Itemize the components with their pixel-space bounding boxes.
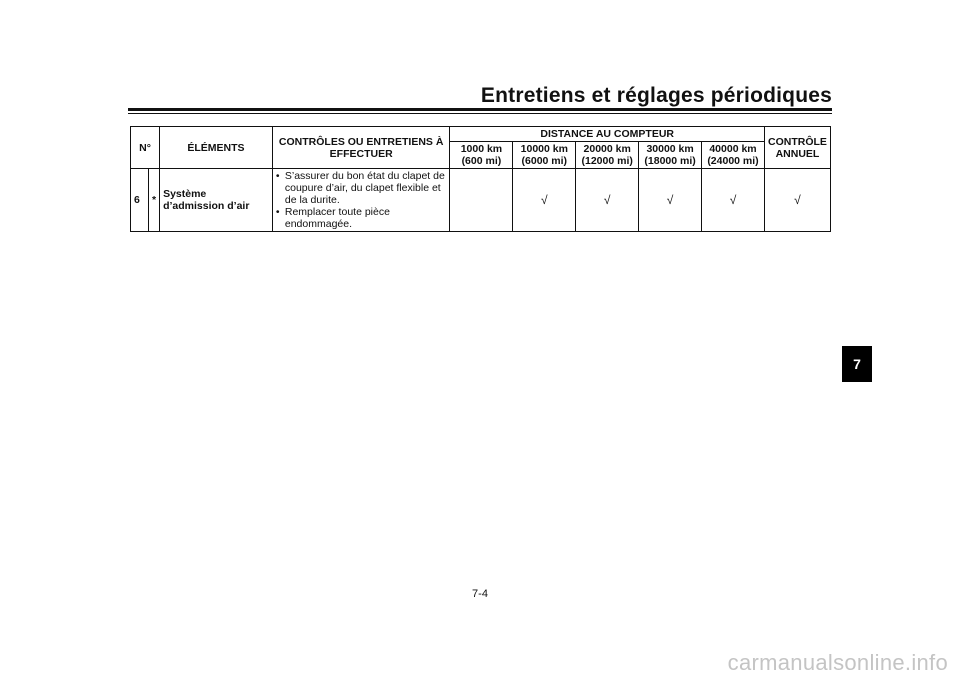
row-actions — [272, 169, 450, 232]
distance-mi: (12000 mi) — [581, 155, 633, 167]
distance-km: 20000 km — [583, 143, 631, 155]
title-rule-thin — [128, 113, 832, 114]
title-rule-thick — [128, 108, 832, 111]
distance-km: 1000 km — [460, 143, 503, 155]
chapter-tab: 7 — [842, 346, 872, 382]
distance-km: 40000 km — [709, 143, 757, 155]
header-distance: DISTANCE AU COMPTEUR — [450, 127, 764, 142]
header-distance-1 — [450, 142, 513, 169]
distance-mi: (600 mi) — [461, 155, 502, 167]
watermark: carmanualsonline.info — [727, 650, 948, 675]
distance-mi: (6000 mi) — [521, 155, 568, 167]
distance-km: 10000 km — [520, 143, 568, 155]
check-cell-2: √ — [513, 169, 576, 232]
action-item: • S’assurer du bon état du clapet de coupure d’air, du clapet flexible et de la durite. — [276, 170, 447, 206]
page-number: 7-4 — [472, 588, 488, 600]
distance-mi: (24000 mi) — [707, 155, 759, 167]
check-cell-5: √ — [702, 169, 765, 232]
check-cell-4: √ — [639, 169, 702, 232]
row-element: Système d’admission d’air — [160, 169, 273, 232]
check-cell-3: √ — [576, 169, 639, 232]
header-checks: CONTRÔLES OU ENTRETIENS À EFFECTUER — [272, 127, 450, 169]
distance-mi: (18000 mi) — [644, 155, 696, 167]
check-cell-1 — [450, 169, 513, 232]
table-row — [131, 169, 831, 232]
header-distance-4 — [639, 142, 702, 169]
row-mark: * — [148, 169, 159, 232]
page-title: Entretiens et réglages périodiques — [480, 84, 832, 107]
header-no: N° — [131, 127, 160, 169]
row-number: 6 — [131, 169, 149, 232]
header-distance-3 — [576, 142, 639, 169]
header-distance-5 — [702, 142, 765, 169]
check-cell-annual: √ — [764, 169, 830, 232]
header-elements: ÉLÉMENTS — [160, 127, 273, 169]
header-annual: CONTRÔLE ANNUEL — [764, 127, 830, 169]
header-distance-2 — [513, 142, 576, 169]
distance-km: 30000 km — [646, 143, 694, 155]
action-item: • Remplacer toute pièce endommagée. — [276, 206, 447, 230]
maintenance-schedule-table — [130, 126, 831, 232]
